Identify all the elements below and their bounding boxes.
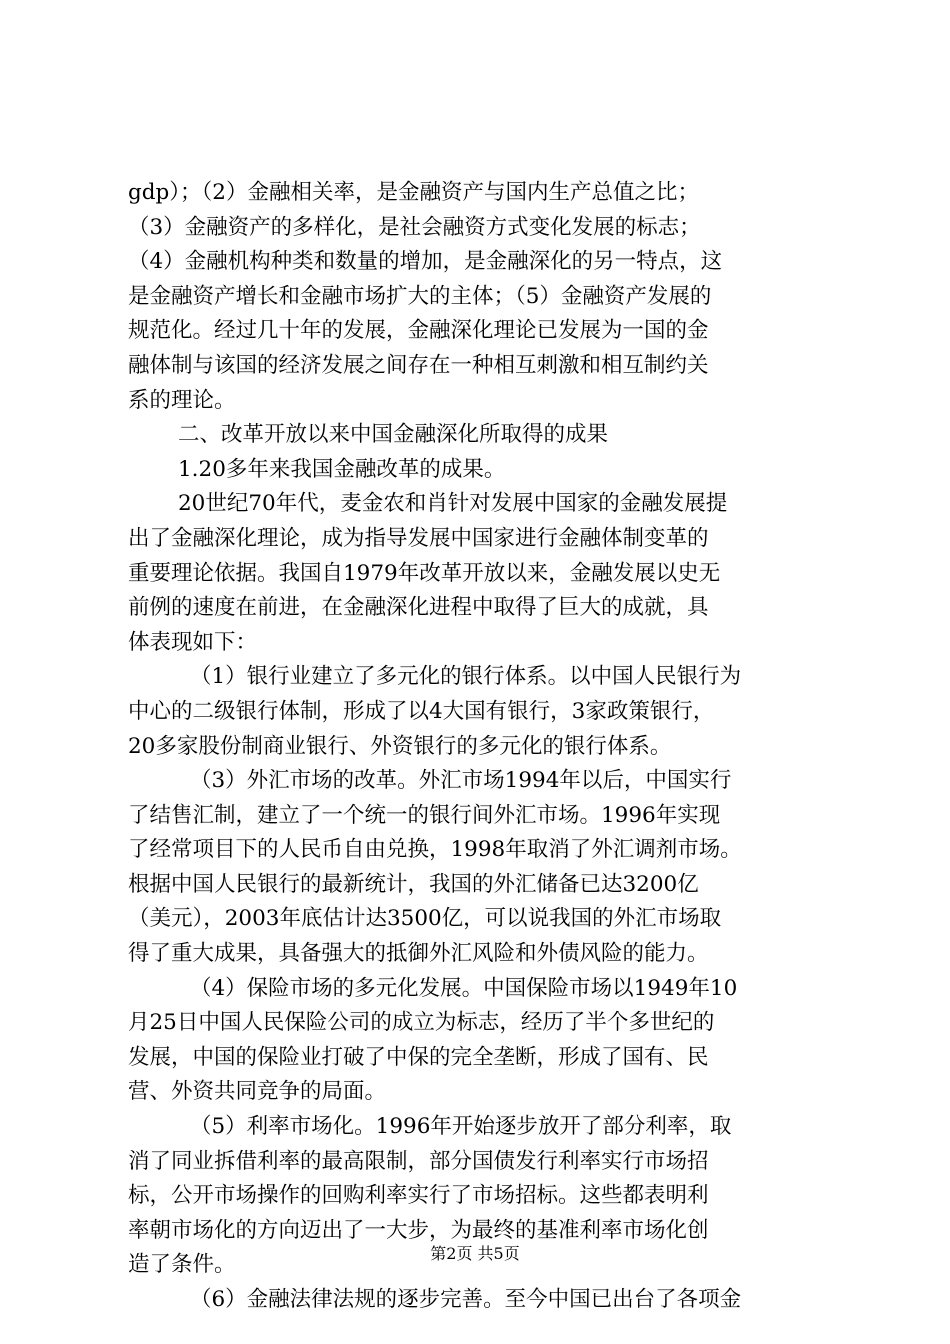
text-line: 20世纪70年代，麦金农和肖针对发展中国家的金融发展提	[178, 491, 728, 517]
text-line: 是金融资产增长和金融市场扩大的主体；（5）金融资产发展的	[128, 283, 712, 309]
text-line: 根据中国人民银行的最新统计，我国的外汇储备已达3200亿	[128, 871, 699, 897]
text-line: （6）金融法律法规的逐步完善。至今中国已出台了各项金	[190, 1287, 742, 1312]
text-line: 前例的速度在前进，在金融深化进程中取得了巨大的成就，具	[128, 595, 709, 621]
text-line: 发展，中国的保险业打破了中保的完全垄断，形成了国有、民	[128, 1044, 709, 1070]
text-line: （4）金融机构种类和数量的增加，是金融深化的另一特点，这	[128, 249, 723, 275]
text-line: 系的理论。	[128, 387, 236, 413]
text-line: 20多家股份制商业银行、外资银行的多元化的银行体系。	[128, 733, 672, 759]
text-line: 出了金融深化理论，成为指导发展中国家进行金融体制变革的	[128, 525, 709, 551]
text-line: （3）外汇市场的改革。外汇市场1994年以后，中国实行	[190, 768, 732, 794]
text-line: 融体制与该国的经济发展之间存在一种相互刺激和相互制约关	[128, 352, 709, 378]
text-line: （5）利率市场化。1996年开始逐步放开了部分利率，取	[190, 1114, 732, 1140]
text-line: 营、外资共同竞争的局面。	[128, 1079, 387, 1105]
text-line: 消了同业拆借利率的最高限制，部分国债发行利率实行市场招	[128, 1148, 709, 1174]
text-line: 了经常项目下的人民币自由兑换，1998年取消了外汇调剂市场。	[128, 837, 742, 863]
text-line: （1）银行业建立了多元化的银行体系。以中国人民银行为	[190, 664, 742, 690]
text-line: 率朝市场化的方向迈出了一大步，为最终的基准利率市场化创	[128, 1217, 709, 1243]
text-line: 规范化。经过几十年的发展，金融深化理论已发展为一国的金	[128, 318, 709, 344]
text-line: 月25日中国人民保险公司的成立为标志，经历了半个多世纪的	[128, 1010, 715, 1036]
text-line: （4）保险市场的多元化发展。中国保险市场以1949年10	[190, 975, 738, 1001]
text-line: 标，公开市场操作的回购利率实行了市场招标。这些都表明利	[128, 1183, 709, 1209]
text-line: 了结售汇制，建立了一个统一的银行间外汇市场。1996年实现	[128, 802, 721, 828]
text-line: 体表现如下：	[128, 629, 258, 655]
text-line: （3）金融资产的多样化，是社会融资方式变化发展的标志；	[128, 214, 701, 240]
document-body	[128, 176, 838, 1318]
text-line: 重要理论依据。我国自1979年改革开放以来，金融发展以史无	[128, 560, 721, 586]
text-line: gdp）；（2）金融相关率，是金融资产与国内生产总值之比；	[128, 180, 699, 205]
text-line: 中心的二级银行体制，形成了以4大国有银行，3家政策银行，	[128, 698, 715, 724]
text-line: 得了重大成果，具备强大的抵御外汇风险和外债风险的能力。	[128, 941, 709, 967]
page-number-footer: 第2页 共5页	[430, 1244, 520, 1263]
section-heading: 二、改革开放以来中国金融深化所取得的成果	[178, 422, 609, 448]
subsection-heading: 1.20多年来我国金融改革的成果。	[178, 456, 506, 482]
text-line: （美元），2003年底估计达3500亿，可以说我国的外汇市场取	[128, 906, 722, 932]
text-line: 造了条件。	[128, 1252, 236, 1278]
